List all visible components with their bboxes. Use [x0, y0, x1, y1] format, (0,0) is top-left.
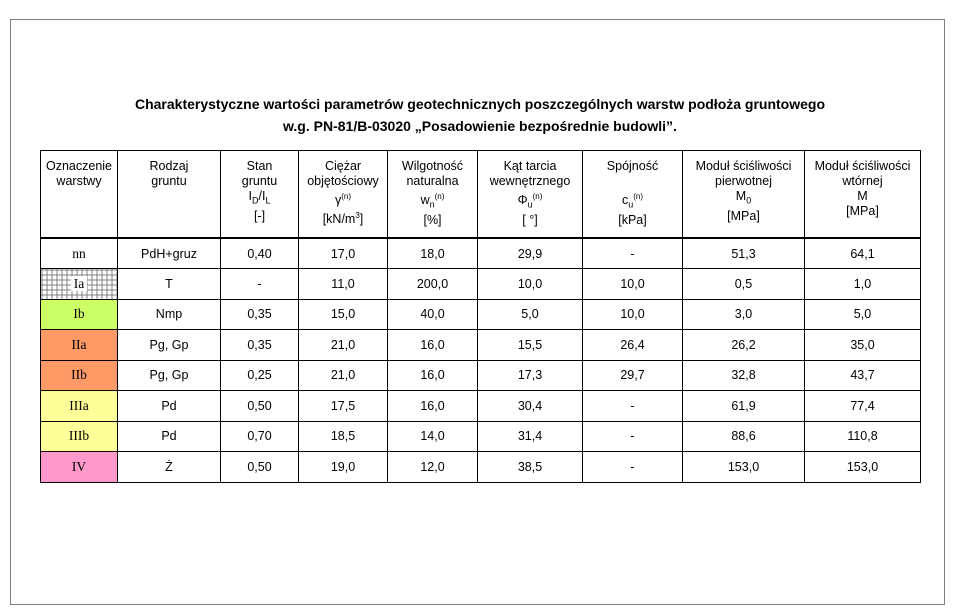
cohesion-cell: -	[583, 238, 683, 269]
friction-angle-cell: 10,0	[478, 269, 583, 300]
table-row	[41, 238, 921, 269]
unit-weight-cell: 18,5	[299, 421, 388, 452]
layer-code-cell: IV	[41, 452, 118, 483]
unit-weight-cell: 11,0	[299, 269, 388, 300]
secondary-modulus-cell: 5,0	[805, 299, 921, 330]
moisture-cell: 18,0	[388, 238, 478, 269]
header-secondary-modulus: Moduł ściśliwości wtórnej M [MPa]	[805, 151, 921, 239]
soil-type-cell: Pd	[118, 391, 221, 422]
table-row	[41, 269, 921, 300]
moisture-cell: 40,0	[388, 299, 478, 330]
soil-state-cell: 0,70	[221, 421, 299, 452]
unit-weight-cell: 17,5	[299, 391, 388, 422]
secondary-modulus-cell: 43,7	[805, 360, 921, 391]
moisture-cell: 12,0	[388, 452, 478, 483]
moisture-cell: 16,0	[388, 391, 478, 422]
unit-weight-cell: 15,0	[299, 299, 388, 330]
soil-type-cell: Nmp	[118, 299, 221, 330]
table-row	[41, 330, 921, 361]
soil-type-cell: Pd	[118, 421, 221, 452]
soil-type-cell: Ż	[118, 452, 221, 483]
moisture-cell: 200,0	[388, 269, 478, 300]
moisture-cell: 14,0	[388, 421, 478, 452]
table-body	[41, 238, 921, 482]
friction-angle-cell: 30,4	[478, 391, 583, 422]
unit-weight-cell: 21,0	[299, 360, 388, 391]
primary-modulus-cell: 32,8	[683, 360, 805, 391]
soil-state-cell: 0,35	[221, 330, 299, 361]
header-friction-angle: Kąt tarcia wewnętrznego $\Phi_u^{(n)}$ [ °]	[478, 151, 583, 239]
table-row	[41, 421, 921, 452]
secondary-modulus-cell: 35,0	[805, 330, 921, 361]
header-soil-type: Rodzaj gruntu	[118, 151, 221, 239]
layer-code-cell: Ia	[41, 269, 118, 300]
secondary-modulus-cell: 110,8	[805, 421, 921, 452]
primary-modulus-cell: 153,0	[683, 452, 805, 483]
soil-type-cell: PdH+gruz	[118, 238, 221, 269]
friction-angle-cell: 38,5	[478, 452, 583, 483]
primary-modulus-cell: 88,6	[683, 421, 805, 452]
table-row	[41, 391, 921, 422]
friction-angle-cell: 29,9	[478, 238, 583, 269]
layer-code-cell: nn	[41, 238, 118, 269]
primary-modulus-cell: 3,0	[683, 299, 805, 330]
primary-modulus-cell: 51,3	[683, 238, 805, 269]
header-cohesion: Spójność $c_u^{(n)}$ [kPa]	[583, 151, 683, 239]
layer-code-cell: Ib	[41, 299, 118, 330]
soil-state-cell: 0,50	[221, 391, 299, 422]
secondary-modulus-cell: 77,4	[805, 391, 921, 422]
cohesion-cell: -	[583, 452, 683, 483]
layer-code-cell: IIIa	[41, 391, 118, 422]
document-title: Charakterystyczne wartości parametrów geotechnicznych poszczególnych warstw podłoża gruntowego	[134, 96, 826, 112]
layer-code-cell: IIb	[41, 360, 118, 391]
layer-code-cell: IIa	[41, 330, 118, 361]
soil-state-cell: 0,50	[221, 452, 299, 483]
primary-modulus-cell: 26,2	[683, 330, 805, 361]
friction-angle-cell: 31,4	[478, 421, 583, 452]
soil-state-cell: 0,25	[221, 360, 299, 391]
unit-weight-cell: 21,0	[299, 330, 388, 361]
secondary-modulus-cell: 64,1	[805, 238, 921, 269]
friction-angle-cell: 5,0	[478, 299, 583, 330]
header-moisture: Wilgotność naturalna $w_n^{(n)}$ [%]	[388, 151, 478, 239]
table-row	[41, 452, 921, 483]
geotechnical-parameters-table	[40, 150, 921, 483]
cohesion-cell: 29,7	[583, 360, 683, 391]
soil-state-cell: 0,40	[221, 238, 299, 269]
document-subtitle: w.g. PN-81/B-03020 „Posadowienie bezpośrednie budowli”.	[283, 118, 677, 134]
unit-weight-cell: 19,0	[299, 452, 388, 483]
friction-angle-cell: 15,5	[478, 330, 583, 361]
friction-angle-cell: 17,3	[478, 360, 583, 391]
moisture-cell: 16,0	[388, 330, 478, 361]
soil-type-cell: Pg, Gp	[118, 360, 221, 391]
cohesion-cell: 26,4	[583, 330, 683, 361]
primary-modulus-cell: 0,5	[683, 269, 805, 300]
table-row	[41, 299, 921, 330]
header-primary-modulus: Moduł ściśliwości pierwotnej $M_0$ [MPa]	[683, 151, 805, 239]
soil-state-cell: 0,35	[221, 299, 299, 330]
header-soil-state: Stan gruntu $I_D/I_L$ [-]	[221, 151, 299, 239]
soil-type-cell: T	[118, 269, 221, 300]
unit-weight-cell: 17,0	[299, 238, 388, 269]
soil-state-cell: -	[221, 269, 299, 300]
cohesion-cell: 10,0	[583, 299, 683, 330]
cohesion-cell: -	[583, 391, 683, 422]
header-unit-weight: Ciężar objętościowy $\gamma^{(n)}$ $[kN/m^3]$	[299, 151, 388, 239]
soil-type-cell: Pg, Gp	[118, 330, 221, 361]
cohesion-cell: 10,0	[583, 269, 683, 300]
cohesion-cell: -	[583, 421, 683, 452]
secondary-modulus-cell: 153,0	[805, 452, 921, 483]
moisture-cell: 16,0	[388, 360, 478, 391]
layer-code-cell: IIIb	[41, 421, 118, 452]
secondary-modulus-cell: 1,0	[805, 269, 921, 300]
header-layer-code: Oznaczenie warstwy	[41, 151, 118, 239]
table-row	[41, 360, 921, 391]
primary-modulus-cell: 61,9	[683, 391, 805, 422]
